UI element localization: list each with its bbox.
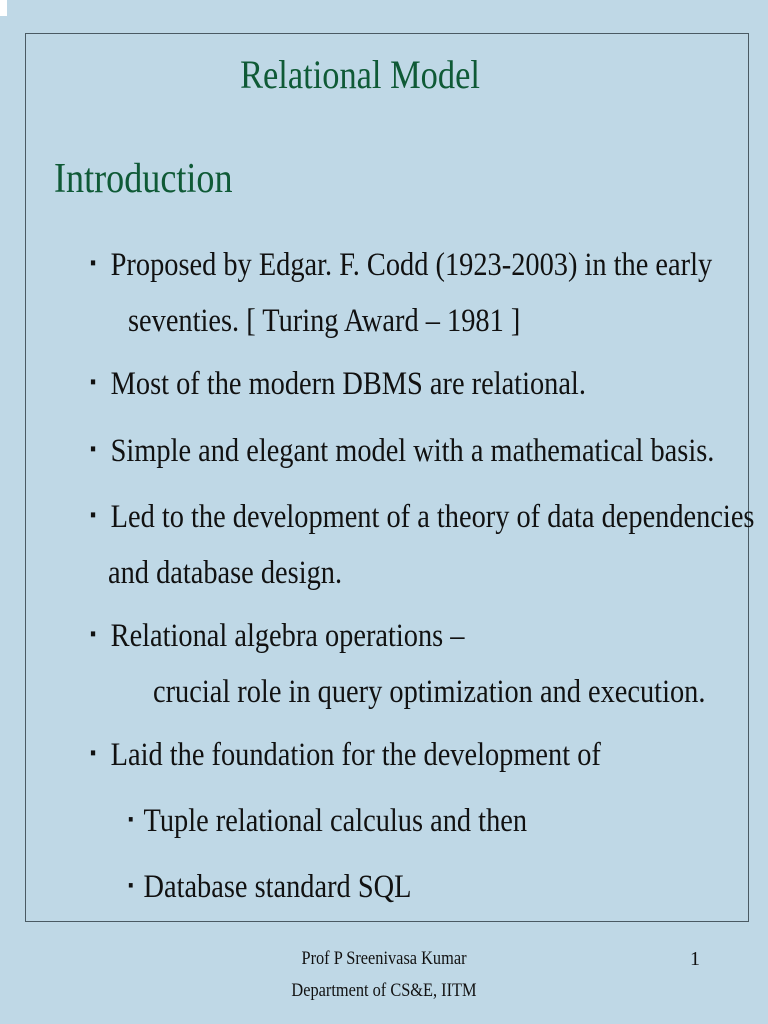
bullet-item-2 <box>90 365 586 405</box>
square-bullet-icon: ▪ <box>90 742 97 765</box>
bullet-text: Led to the development of a theory of data dependencies <box>110 499 755 535</box>
page-number: 1 <box>690 948 700 970</box>
bullet-item-4 <box>90 498 754 538</box>
section-heading: Introduction <box>54 156 233 202</box>
bullet-text: Proposed by Edgar. F. Codd (1923-2003) in the early <box>110 247 713 283</box>
square-bullet-icon: ▪ <box>90 371 97 394</box>
bullet-text: Relational algebra operations – <box>110 618 465 654</box>
footer-department: Department of CS&E, IITM <box>291 980 477 1001</box>
sub-bullet-text: Tuple relational calculus and then <box>143 803 528 839</box>
bullet-item-1-continuation: seventies. [ Turing Award – 1981 ] <box>128 303 521 339</box>
square-bullet-icon: ▪ <box>90 438 97 461</box>
square-bullet-icon: ▪ <box>128 875 134 896</box>
bullet-text: Simple and elegant model with a mathematical basis. <box>110 433 715 469</box>
sub-bullet-item-1 <box>128 802 527 842</box>
sub-bullet-text: Database standard SQL <box>143 869 412 905</box>
square-bullet-icon: ▪ <box>128 809 134 830</box>
bullet-item-5-continuation: crucial role in query optimization and execution. <box>153 674 706 710</box>
top-left-marker <box>0 0 7 16</box>
sub-bullet-item-2 <box>128 868 411 908</box>
bullet-item-1 <box>90 246 712 286</box>
square-bullet-icon: ▪ <box>90 504 97 527</box>
square-bullet-icon: ▪ <box>90 623 97 646</box>
slide-title: Relational Model <box>240 52 480 97</box>
footer-author: Prof P Sreenivasa Kumar <box>301 948 467 969</box>
bullet-item-3 <box>90 432 714 472</box>
bullet-item-5 <box>90 617 464 657</box>
bullet-text: Laid the foundation for the development of <box>110 737 601 773</box>
bullet-item-4-continuation: and database design. <box>108 555 343 591</box>
bullet-text: Most of the modern DBMS are relational. <box>110 366 586 402</box>
square-bullet-icon: ▪ <box>90 252 97 275</box>
bullet-item-6 <box>90 736 601 776</box>
